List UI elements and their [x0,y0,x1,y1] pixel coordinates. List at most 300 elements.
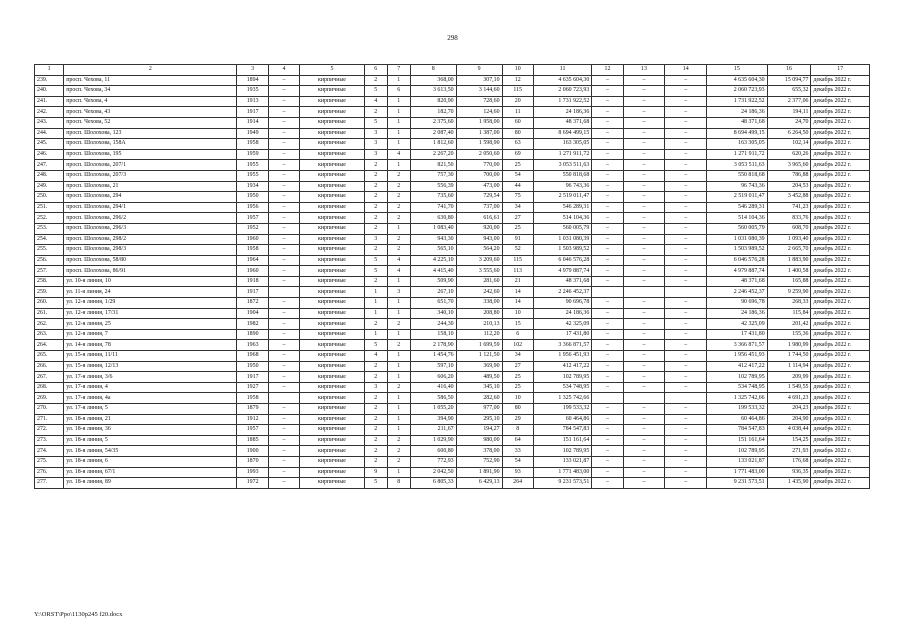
table-row [35,75,870,86]
table-row [35,117,870,128]
cell-row-number: 275. [35,456,64,467]
cell-floors: 2 [364,414,387,425]
cell-entrances: 1 [387,414,410,425]
cell-floors: 4 [364,351,387,362]
cell-total-area: 4 415,40 [410,266,456,277]
cell-col-4: – [268,382,299,393]
table-row [35,351,870,362]
cell-col-14: – [665,298,707,309]
cell-col-13: – [623,456,665,467]
cell-entrances: 2 [387,435,410,446]
cell-col-14: – [665,414,707,425]
table-row [35,107,870,118]
cell-wall-material: кирпичные [300,213,365,224]
cell-col-14: – [665,456,707,467]
cell-repair-cost: 560 005,79 [707,223,768,234]
cell-col-14: – [665,86,707,97]
cell-living-area: 210,13 [456,319,502,330]
cell-residents: 25 [502,160,533,171]
cell-row-number: 263. [35,329,64,340]
table-row [35,404,870,415]
cell-col-13: – [623,96,665,107]
column-header: 12 [592,65,623,76]
cell-cost-per-sqm: 655,32 [767,86,811,97]
cell-total-cost: 2 246 452,37 [533,287,591,298]
cell-floors: 2 [364,223,387,234]
cell-entrances: 1 [387,467,410,478]
cell-row-number: 248. [35,170,64,181]
cell-row-number: 276. [35,467,64,478]
cell-total-cost: 4 979 887,74 [533,266,591,277]
cell-row-number: 254. [35,234,64,245]
cell-wall-material: кирпичные [300,287,365,298]
column-header: 17 [811,65,870,76]
cell-floors: 2 [364,75,387,86]
cell-floors: 2 [364,192,387,203]
cell-row-number: 240. [35,86,64,97]
cell-repair-cost: 1 771 483,00 [707,467,768,478]
cell-cost-per-sqm: 2 377,06 [767,96,811,107]
cell-col-4 [268,393,299,404]
cell-year-built: 1955 [237,160,268,171]
cell-address: ул. 10-я линия, 10 [64,276,237,287]
cell-repair-cost: 199 533,32 [707,404,768,415]
cell-col-12: – [592,86,623,97]
table-row [35,298,870,309]
cell-year-built: 1958 [237,139,268,150]
cell-total-area: 340,10 [410,308,456,319]
cell-col-4: – [268,340,299,351]
cell-total-area: 820,90 [410,96,456,107]
cell-col-14: – [665,255,707,266]
cell-year-built: 1958 [237,393,268,404]
table-row [35,86,870,97]
cell-year-built: 1934 [237,181,268,192]
cell-residents: 10 [502,393,533,404]
cell-wall-material: кирпичные [300,202,365,213]
cell-cost-per-sqm: 115,84 [767,308,811,319]
cell-row-number: 252. [35,213,64,224]
cell-floors: 3 [364,382,387,393]
cell-col-4: – [268,181,299,192]
cell-col-13: – [623,139,665,150]
cell-col-13: – [623,404,665,415]
cell-completion-date: декабрь 2022 г. [811,192,870,203]
cell-living-area: 977,00 [456,404,502,415]
cell-residents: 113 [502,266,533,277]
cell-col-12: – [592,202,623,213]
cell-col-13: – [623,340,665,351]
cell-wall-material: кирпичные [300,223,365,234]
cell-total-cost: 48 371,68 [533,276,591,287]
cell-year-built: 1949 [237,128,268,139]
cell-living-area: 728,60 [456,96,502,107]
table-row [35,276,870,287]
cell-residents: 27 [502,213,533,224]
cell-col-4: – [268,160,299,171]
cell-row-number: 244. [35,128,64,139]
cell-total-cost: 550 818,68 [533,170,591,181]
cell-total-cost: 4 635 604,30 [533,75,591,86]
cell-row-number: 242. [35,107,64,118]
cell-col-13: – [623,435,665,446]
cell-residents: 80 [502,404,533,415]
cell-row-number: 266. [35,361,64,372]
cell-cost-per-sqm: 1 435,90 [767,478,811,489]
cell-year-built: 1957 [237,213,268,224]
cell-cost-per-sqm: 3 965,60 [767,160,811,171]
cell-cost-per-sqm: 3 452,88 [767,192,811,203]
column-header: 4 [268,65,299,76]
cell-repair-cost: 534 748,95 [707,382,768,393]
cell-year-built: 1912 [237,414,268,425]
cell-col-14: – [665,223,707,234]
cell-residents: 69 [502,149,533,160]
column-header: 15 [707,65,768,76]
cell-total-cost: 60 464,86 [533,414,591,425]
cell-wall-material: кирпичные [300,414,365,425]
cell-completion-date: декабрь 2022 г. [811,170,870,181]
cell-col-14: – [665,266,707,277]
cell-living-area: 369,90 [456,361,502,372]
cell-residents: 11 [502,107,533,118]
cell-col-13: – [623,234,665,245]
table-row [35,160,870,171]
cell-total-area: 2 178,90 [410,340,456,351]
cell-residents: 102 [502,340,533,351]
cell-col-13: – [623,266,665,277]
cell-entrances: 2 [387,202,410,213]
cell-col-12: – [592,414,623,425]
footer-file-path: Y:\ORST\Ppo\1130p245 f20.docx [34,611,123,618]
cell-col-12: – [592,308,623,319]
cell-total-cost: 48 371,68 [533,117,591,128]
cell-entrances: 6 [387,86,410,97]
cell-residents: 6 [502,329,533,340]
cell-col-4: – [268,467,299,478]
cell-residents: 52 [502,245,533,256]
cell-wall-material: кирпичные [300,361,365,372]
cell-completion-date: декабрь 2022 г. [811,266,870,277]
cell-repair-cost: 4 635 604,30 [707,75,768,86]
cell-completion-date: декабрь 2022 г. [811,160,870,171]
cell-row-number: 260. [35,298,64,309]
cell-floors: 5 [364,478,387,489]
cell-col-14: – [665,128,707,139]
table-row [35,478,870,489]
cell-col-13: – [623,117,665,128]
cell-address: ул. 18-я линия, 54/35 [64,446,237,457]
cell-floors: 2 [364,456,387,467]
cell-cost-per-sqm: 102,14 [767,139,811,150]
cell-residents: 115 [502,255,533,266]
cell-total-area: 600,80 [410,446,456,457]
cell-col-14: – [665,96,707,107]
cell-repair-cost: 102 789,95 [707,372,768,383]
cell-wall-material: кирпичные [300,382,365,393]
cell-total-area: 2 042,50 [410,467,456,478]
cell-repair-cost: 1 956 451,93 [707,351,768,362]
cell-cost-per-sqm: 271,93 [767,446,811,457]
cell-entrances: 2 [387,456,410,467]
cell-year-built: 1894 [237,75,268,86]
cell-col-14: – [665,425,707,436]
cell-total-area: 1 812,60 [410,139,456,150]
cell-wall-material: кирпичные [300,149,365,160]
cell-col-14: – [665,372,707,383]
cell-year-built: 1959 [237,149,268,160]
cell-col-14: – [665,107,707,118]
cell-completion-date: декабрь 2022 г. [811,446,870,457]
cell-floors: 2 [364,425,387,436]
cell-living-area: 307,10 [456,75,502,86]
cell-repair-cost: 2 246 452,37 [707,287,768,298]
cell-entrances: 4 [387,149,410,160]
cell-residents: 60 [502,117,533,128]
cell-cost-per-sqm: 9 259,90 [767,287,811,298]
cell-total-area: 2 267,20 [410,149,456,160]
cell-col-4: – [268,255,299,266]
cell-col-12: – [592,478,623,489]
table-row [35,425,870,436]
cell-residents: 44 [502,181,533,192]
cell-row-number: 247. [35,160,64,171]
cell-col-4: – [268,351,299,362]
cell-col-14: – [665,139,707,150]
cell-col-13: – [623,382,665,393]
cell-floors: 9 [364,467,387,478]
cell-total-cost: 2 060 723,93 [533,86,591,97]
cell-col-4: – [268,213,299,224]
cell-col-12: – [592,351,623,362]
cell-entrances: 1 [387,276,410,287]
cell-floors: 2 [364,319,387,330]
cell-repair-cost: 546 289,31 [707,202,768,213]
cell-wall-material: кирпичные [300,117,365,128]
cell-cost-per-sqm: 1 400,58 [767,266,811,277]
cell-completion-date: декабрь 2022 г. [811,96,870,107]
cell-col-14: – [665,351,707,362]
cell-repair-cost: 1 325 742,66 [707,393,768,404]
cell-floors: 2 [364,393,387,404]
cell-col-13: – [623,372,665,383]
cell-address: просп. Шолохова, 158А [64,139,237,150]
cell-address: ул. 15-я линия, 12/13 [64,361,237,372]
cell-living-area: 1 958,00 [456,117,502,128]
cell-entrances: 4 [387,266,410,277]
cell-total-area: 772,93 [410,456,456,467]
cell-year-built: 1968 [237,351,268,362]
cell-completion-date: декабрь 2022 г. [811,234,870,245]
cell-address: ул. 18-я линия, 36 [64,425,237,436]
cell-living-area: 338,00 [456,298,502,309]
cell-completion-date: декабрь 2022 г. [811,425,870,436]
cell-total-cost: 96 743,36 [533,181,591,192]
column-header: 16 [767,65,811,76]
cell-year-built: 1900 [237,446,268,457]
cell-address: просп. Шолохова, 296/2 [64,213,237,224]
cell-address: просп. Шолохова, 123 [64,128,237,139]
cell-entrances: 1 [387,160,410,171]
cell-entrances: 2 [387,340,410,351]
cell-address: ул. 17-я линия, 5 [64,404,237,415]
cell-total-cost: 1 031 080,39 [533,234,591,245]
cell-address: просп. Чехова, 4 [64,96,237,107]
cell-cost-per-sqm: 1 744,50 [767,351,811,362]
cell-year-built: 1913 [237,96,268,107]
cell-total-cost: 1 503 989,52 [533,245,591,256]
cell-cost-per-sqm: 936,35 [767,467,811,478]
cell-total-area: 565,10 [410,245,456,256]
cell-col-14: – [665,361,707,372]
cell-col-14: – [665,276,707,287]
cell-total-cost: 1 771 483,00 [533,467,591,478]
cell-repair-cost: 514 104,36 [707,213,768,224]
cell-repair-cost: 1 031 080,39 [707,234,768,245]
cell-completion-date: декабрь 2022 г. [811,298,870,309]
cell-completion-date: декабрь 2022 г. [811,361,870,372]
cell-completion-date: декабрь 2022 г. [811,435,870,446]
cell-col-13: – [623,361,665,372]
table-row [35,213,870,224]
cell-wall-material: кирпичные [300,404,365,415]
cell-address: просп. Чехова, 34 [64,86,237,97]
cell-cost-per-sqm: 1 549,55 [767,382,811,393]
cell-cost-per-sqm: 1 883,90 [767,255,811,266]
cell-col-12: – [592,117,623,128]
cell-entrances: 3 [387,287,410,298]
cell-col-4: – [268,223,299,234]
cell-row-number: 257. [35,266,64,277]
cell-repair-cost: 1 271 911,72 [707,149,768,160]
table-row [35,202,870,213]
cell-floors: 5 [364,117,387,128]
cell-total-area: 267,10 [410,287,456,298]
column-header: 7 [387,65,410,76]
cell-col-12: – [592,107,623,118]
cell-col-12: – [592,372,623,383]
cell-address: ул. 18-я линия, 67/1 [64,467,237,478]
cell-total-area: 2 375,60 [410,117,456,128]
cell-cost-per-sqm: 786,88 [767,170,811,181]
cell-col-4: – [268,128,299,139]
cell-completion-date: декабрь 2022 г. [811,86,870,97]
cell-row-number: 268. [35,382,64,393]
cell-row-number: 273. [35,435,64,446]
table-row [35,266,870,277]
cell-year-built: 1960 [237,234,268,245]
cell-residents: 15 [502,319,533,330]
cell-completion-date: декабрь 2022 г. [811,478,870,489]
cell-cost-per-sqm: 1 093,40 [767,234,811,245]
cell-address: просп. Шолохова, 294/1 [64,202,237,213]
cell-living-area: 194,27 [456,425,502,436]
cell-completion-date: декабрь 2022 г. [811,202,870,213]
cell-col-12: – [592,213,623,224]
cell-entrances: 1 [387,75,410,86]
table-row [35,234,870,245]
cell-living-area: 3 555,60 [456,266,502,277]
cell-col-4: – [268,139,299,150]
cell-residents: 115 [502,86,533,97]
cell-total-cost: 3 053 511,63 [533,160,591,171]
column-header: 1 [35,65,64,76]
cell-col-12: – [592,192,623,203]
cell-total-cost: 9 231 573,51 [533,478,591,489]
cell-total-area: 6 805,33 [410,478,456,489]
cell-living-area: 208,80 [456,308,502,319]
cell-col-12: – [592,340,623,351]
cell-total-area: 182,70 [410,107,456,118]
cell-col-4: – [268,425,299,436]
cell-completion-date: декабрь 2022 г. [811,393,870,404]
cell-wall-material: кирпичные [300,181,365,192]
cell-entrances: 1 [387,361,410,372]
cell-col-12: – [592,181,623,192]
cell-total-area: 651,70 [410,298,456,309]
cell-floors: 3 [364,139,387,150]
cell-total-cost: 24 186,36 [533,308,591,319]
cell-col-12: – [592,456,623,467]
cell-col-4: – [268,404,299,415]
cell-completion-date: декабрь 2022 г. [811,139,870,150]
cell-col-4: – [268,107,299,118]
cell-cost-per-sqm: 268,33 [767,298,811,309]
cell-completion-date: декабрь 2022 г. [811,467,870,478]
cell-repair-cost: 90 696,78 [707,298,768,309]
cell-col-4: – [268,192,299,203]
cell-total-area: 4 225,10 [410,255,456,266]
cell-col-12: – [592,382,623,393]
cell-floors: 2 [364,372,387,383]
cell-floors: 1 [364,298,387,309]
cell-col-12: – [592,255,623,266]
cell-col-12: – [592,139,623,150]
cell-col-13: – [623,329,665,340]
cell-total-area: 757,30 [410,170,456,181]
cell-total-cost: 163 305,05 [533,139,591,150]
cell-col-12: – [592,160,623,171]
cell-year-built: 1914 [237,117,268,128]
cell-col-4 [268,287,299,298]
table-row [35,414,870,425]
cell-entrances: 1 [387,372,410,383]
cell-residents: 54 [502,456,533,467]
cell-floors: 2 [364,245,387,256]
cell-cost-per-sqm: 165,88 [767,276,811,287]
cell-total-cost: 1 731 922,52 [533,96,591,107]
cell-col-14: – [665,160,707,171]
cell-row-number: 265. [35,351,64,362]
cell-entrances: 1 [387,128,410,139]
cell-row-number: 253. [35,223,64,234]
cell-cost-per-sqm: 204,23 [767,404,811,415]
cell-year-built: 1982 [237,319,268,330]
cell-col-13: – [623,245,665,256]
cell-col-4: – [268,329,299,340]
cell-completion-date: декабрь 2022 г. [811,382,870,393]
cell-entrances: 2 [387,234,410,245]
cell-total-area: 943,30 [410,234,456,245]
cell-row-number: 243. [35,117,64,128]
cell-living-area: 124,60 [456,107,502,118]
cell-year-built: 1872 [237,298,268,309]
cell-total-cost: 1 271 911,72 [533,149,591,160]
column-header: 5 [300,65,365,76]
cell-address: ул. 18-я линия, 6 [64,456,237,467]
cell-living-area: 282,60 [456,393,502,404]
cell-address: ул. 18-я линия, 89 [64,478,237,489]
